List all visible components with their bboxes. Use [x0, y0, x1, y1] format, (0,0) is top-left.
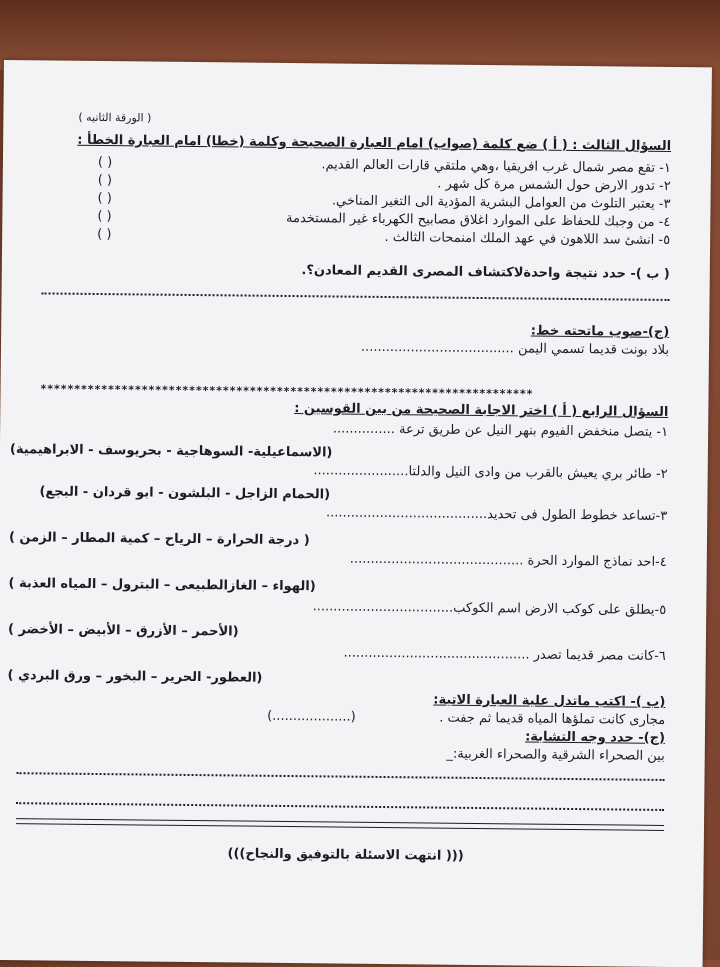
q4-item-2: ٢- طائر بري يعيش بالقرب من وادى النيل والدلتا....................... [313, 463, 668, 482]
q4-choices-6: (العطور- الحرير – البخور – ورق البردي ) [7, 668, 263, 686]
q4-choices-5: (الأحمر – الأزرق – الأبيض – الأخضر ) [7, 622, 239, 640]
answer-line [16, 802, 664, 811]
q3-b-title: ( ب )- حدد نتيجة واحدةلاكتشاف المصرى القديم المعادن؟. [301, 263, 670, 282]
q4-item-6: ٦-كانت مصر قديما تصدر ............................................. [343, 645, 666, 664]
q3-c-title: (ج)-صوب ماتحته خط: [530, 323, 670, 340]
q4-item-4: ٤-احد نماذج الموارد الحرة .......................................... [349, 551, 667, 570]
q3-item-2: ٢- تدور الارض حول الشمس مرة كل شهر . [437, 176, 671, 194]
table-surface [0, 0, 720, 70]
q4-choices-1: (الاسماعيلية- السوهاجية - بحريوسف - الابراهيمية) [9, 442, 333, 461]
answer-line [17, 772, 665, 781]
q3-item-3: ٣- يعتبر التلوث من العوامل البشرية المؤدية الى التغير المناخي. [331, 193, 671, 212]
closing-text: ((( انتهت الاسئلة بالتوفيق والنجاح))) [227, 846, 464, 864]
q4-b-title: (ب )- اكتب ماتدل علية العبارة الاتية: [433, 692, 666, 710]
q3-answer-box-3: ( ) [97, 190, 112, 207]
q4-c-title: (ج)- حدد وجه التشابة: [525, 729, 666, 746]
q3-answer-box-4: ( ) [97, 208, 112, 225]
q3-item-1: ١- تقع مصر شمال غرب افريقيا ،وهي ملتقي قارات العالم القديم. [321, 157, 671, 176]
q4-choices-4: (الهواء – الغازالطبيعى – البترول – المياه العذبة ) [8, 576, 316, 595]
q3-answer-box-5: ( ) [97, 226, 112, 243]
q4-choices-2: (الحمام الزاجل - البلشون - ابو قردان - البجع) [39, 484, 331, 503]
q3-item-5: ٥- انشئ سد اللاهون في عهد الملك امنمحات الثالث . [384, 229, 671, 248]
page-label: ( الورقة الثانيه ) [78, 110, 152, 125]
q3-answer-box-1: ( ) [97, 154, 113, 171]
q4-title: السؤال الرابع ( أ ) اختر الاجابة الصحيحة من بين القوسين : [294, 401, 669, 420]
q3-item-4: ٤- من وجبك للحفاظ على الموارد اغلاق مصابيح الكهرباء غير المستخدمة [285, 210, 671, 230]
q3-title: السؤال الثالث : ( أ ) ضع كلمة (صواب) امام العبارة الصحيحة وكلمة (خطا) امام العبارة الخطأ : [77, 132, 672, 154]
answer-line [42, 292, 670, 301]
q3-c-sentence: بلاد بونت قديما تسمي اليمن ..................................... [360, 339, 670, 358]
q4-item-1: ١- يتصل منخفض الفيوم بنهر النيل عن طريق ترعة ............... [332, 421, 669, 440]
q3-answer-box-2: ( ) [97, 172, 113, 189]
q4-choices-3: ( درجة الحرارة – الرياح – كمية المطار – الزمن ) [8, 530, 310, 549]
q4-c-sentence: بين الصحراء الشرقية والصحراء الغربية:_ [446, 746, 665, 764]
q4-item-5: ٥-يطلق على كوكب الارض اسم الكوكب.................................. [312, 599, 667, 618]
exam-paper [0, 60, 712, 967]
q4-item-3: ٣-تساعد خطوط الطول فى تحديد....................................... [325, 505, 668, 524]
q4-b-sentence: مجارى كانت تملؤها المياه قديما ثم جفت . [439, 710, 666, 728]
separator-stars: ************************************************************************* [40, 382, 534, 401]
q4-b-answer: (...................) [267, 708, 356, 725]
